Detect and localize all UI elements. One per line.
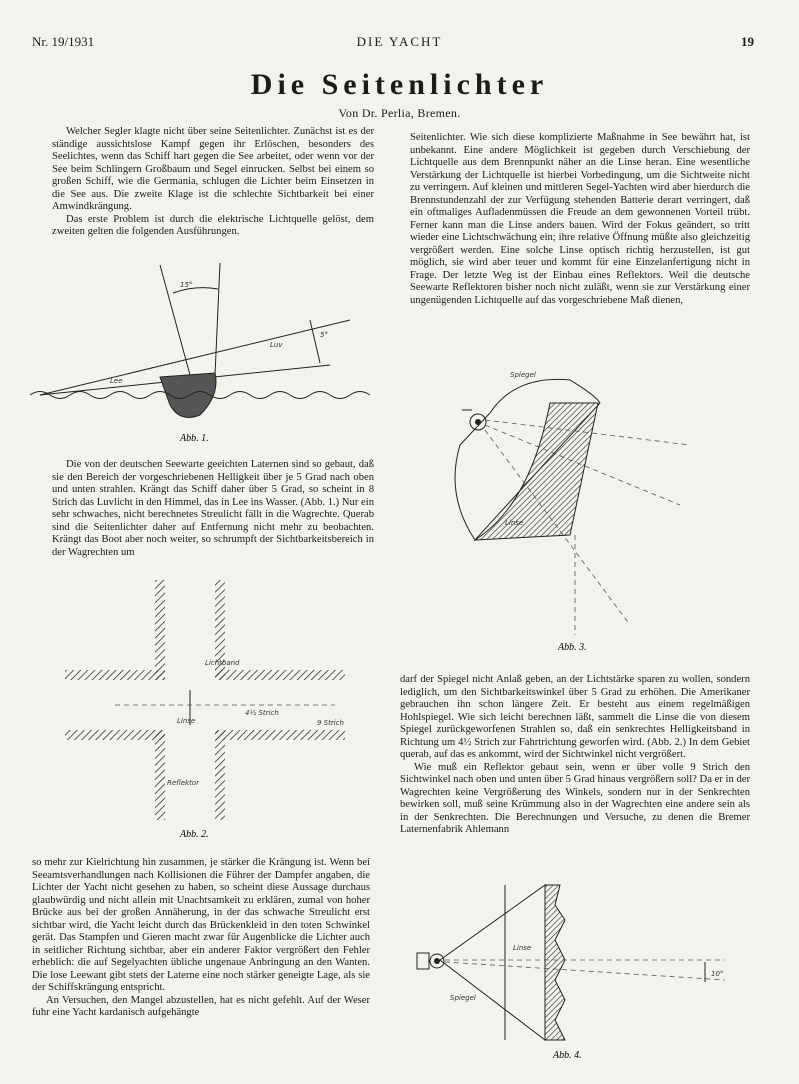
figure-caption: Abb. 1.	[180, 433, 209, 444]
paragraph: darf der Spiegel nicht Anlaß geben, an der Lichtstärke sparen zu wollen, sondern lediglich, um den Sichtbarkeitswinkel über 5 Grad zu erhöhen. Die Amerikaner gebrauchen ihn schon längere Zeit. Er besteht aus einem regelmäßigen Hohlspiegel. Wie sich leicht berechnen läßt, sammelt die Linse die von diesem Spiegel zurückgeworfenen Strahlen so, daß ein senkrechtes Helligkeitsband in Richtung um 4½ Strich zur Fahrtrichtung geworfen wird. (Abb. 2.) In dem Gebiet querab, auf das es ankommt, wird der Sichtwinkel nicht vergrößert.	[400, 674, 750, 760]
angle-label: 10°	[711, 970, 724, 978]
left-column-mid	[52, 459, 374, 559]
article-title: Die Seitenlichter	[250, 68, 549, 101]
right-column-mid	[400, 674, 750, 837]
paragraph: Das erste Problem ist durch die elektrische Lichtquelle gelöst, dem zweiten gelten die folgenden Ausführungen.	[52, 213, 374, 237]
figure-abb1	[30, 255, 375, 450]
figure-abb2	[55, 575, 355, 840]
issue-number: Nr. 19/1931	[32, 34, 95, 49]
paragraph: An Versuchen, den Mangel abzustellen, hat es nicht gefehlt. Auf der Weser fuhr eine Yacht kardanisch aufgehängte	[32, 994, 370, 1018]
spiegel-label: Spiegel	[510, 371, 536, 379]
linse-label: Linse	[513, 944, 532, 952]
nine-strich-label: 9 Strich	[317, 719, 344, 727]
angle-label: 15°	[180, 281, 193, 289]
figure-caption: Abb. 3.	[558, 642, 587, 653]
article-byline: Von Dr. Perlia, Bremen.	[338, 106, 461, 120]
paragraph: so mehr zur Kielrichtung hin zusammen, je stärker die Krängung ist. Wenn bei Seeamtsverhandlungen nach Kollisionen die Führer der Dampfer angaben, die Lichter der Yacht nicht gesehen zu haben, so scheint diese Aussage durchaus glaubwürdig und nicht allein mit Unachtsamkeit zu erklären, zumal von hoher Brücke aus bei der großen Annäherung, in der das schwache Streulicht erst sichtbar wird, die Yacht leicht durch das Brückenkleid in den toten Schwinkel gerät. Das Stampfen und Gieren macht zwar für Augenblicke die Lichter auch in seitlicher Richtung sichtbar, aber ein anderer Faktor vergrößert den Fehler erheblich: die auf Segelyachten übliche ungenaue Anbringung an den Wanten. Die lose Leewant gibt stets der Laterne eine noch stärker geneigte Lage, als sie der Schiffskrängung entspricht.	[32, 857, 370, 993]
luv-label: Luv	[270, 341, 283, 349]
linse-label: Linse	[505, 519, 524, 527]
page-number: 19	[741, 34, 754, 49]
figure-caption: Abb. 2.	[180, 829, 209, 840]
paragraph: Wie muß ein Reflektor gebaut sein, wenn er über volle 9 Strich den Sichtwinkel nach oben und unten über 5 Grad hinaus vergrößern soll? Da er in der Wagrechten keine Vergrößerung des Winkels, sondern nur in der Senkrechten bewirken soll, muß seine Krümmung also in der Wagrechten eine andere sein als in der Senkrechten. Die Berechnungen und Versuche, zu denen die Bremer Laternenfabrik Ahlemann	[400, 761, 750, 835]
reflektor-label: Reflektor	[167, 779, 199, 787]
figure-abb4	[405, 880, 750, 1065]
lichtband-label: Lichtband	[205, 659, 240, 667]
paragraph: Seitenlichter. Wie sich diese komplizierte Maßnahme in See bewährt hat, ist unbekannt. Eine andere Möglichkeit ist gegeben durch Verschiebung der Lichtquelle aus dem Brennpunkt näher an die Linse heran. Eine wesentliche Verstärkung der Lichtquelle ist hierbei Vorbedingung, um die Sichtweite nicht zu verringern. Auf kleinen und mittleren Segel-Yachten wird aber hierdurch die Brennstundenzahl der zur Verfügung stehenden Batterie derart verringert, daß ein oftmaliges Aufladenmüssen die Freude an dem gewonnenen Vorteil trübt. Ferner kann man die Linse anders bauen. Wird der Fokus geändert, so tritt wieder eine Lichtschwächung ein; ihre relative Öffnung müßte also gleichzeitig vergrößert werden. Eine solche Linse optisch richtig herzustellen, ist gut möglich, sie wird aber teuer und kommt für eine Einzelanfertigung nicht in Frage. Der letzte Weg ist der Einbau eines Reflektors. Weil die deutsche Seewarte Reflektoren bisher noch nicht zuläßt, wenn sie zur Verstärkung einer ungenügenden Lichtquelle auf das vorgeschriebene Maß dienen,	[410, 132, 750, 306]
left-column-bottom	[32, 857, 370, 1020]
right-column-top	[410, 132, 750, 307]
linse-label: Linse	[177, 717, 196, 725]
figure-abb3	[440, 365, 740, 655]
spiegel-label: Spiegel	[450, 994, 476, 1002]
paragraph: Welcher Segler klagte nicht über seine Seitenlichter. Zunächst ist es der ständige aussichtslose Kampf gegen ihr Erlöschen, besonders des Seelichtes, wenn das Schiff hart gegen die See arbeitet, oder wenn vor der See beim Schlingern Großbaum und Segel einrucken. Selbst bei einem so großen Schiff, wie die Germania, schlugen die Lichter beim Einsetzen in die See aus. Die zweite Klage ist die schlechte Sichtbarkeit bei einer Amwindkrängung.	[52, 126, 374, 212]
paragraph: Die von der deutschen Seewarte geeichten Laternen sind so gebaut, daß sie den Bereich der vorgeschriebenen Helligkeit über je 5 Grad nach oben und unten strahlen. Krängt das Schiff daher über 5 Grad, so scheint in 8 Strich das Luvlicht in den Himmel, das in Lee ins Wasser. (Abb. 1.) Nur ein sehr schwaches, nicht berechnetes Streulicht fällt in die Wagrechte. Querab sind die Seitenlichter daher auf Entfernung nicht mehr zu beobachten. Krängt das Boot aber noch weiter, so schrumpft der Sichtbarkeitsbereich in der Wagrechten um	[52, 459, 374, 558]
journal-name: DIE YACHT	[356, 34, 443, 49]
lee-label: Lee	[110, 377, 123, 385]
degree-label: 5°	[320, 331, 328, 339]
strich-label: 4½ Strich	[245, 709, 279, 717]
figure-caption: Abb. 4.	[553, 1050, 582, 1061]
left-column-top	[52, 126, 374, 239]
